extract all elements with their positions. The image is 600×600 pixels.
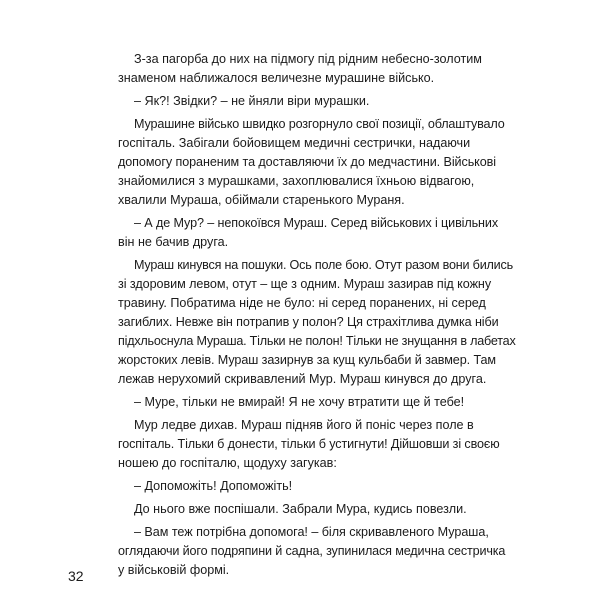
text-line: – А де Мур? – непокоївся Мураш. Серед військових і цивільних (134, 216, 499, 230)
text-line: Мур ледве дихав. Мураш підняв його й поніс через поле в (134, 418, 474, 432)
text-line: ношею до госпіталю, щодуху загукав: (118, 456, 337, 470)
text-line: госпіталь. Тільки б донести, тільки б устигнути! Дійшовши зі своєю (118, 437, 500, 451)
paragraph (118, 500, 500, 519)
text-line: госпіталь. Забігали бойовищем медичні сестрички, надаючи (118, 136, 471, 150)
text-line: жорстоких левів. Мураш зазирнув за кущ кульбаби й завмер. Там (118, 353, 496, 367)
paragraph (118, 50, 500, 88)
text-line: він не бачив друга. (118, 235, 229, 249)
text-line: Мурашине військо швидко розгорнуло свої позиції, облаштувало (134, 117, 505, 131)
text-line: хвалили Мураша, обіймали старенького Мураня. (118, 193, 405, 207)
paragraph (118, 523, 506, 580)
text-line: До нього вже поспішали. Забрали Мура, кудись повезли. (134, 502, 467, 516)
text-line: – Вам теж потрібна допомога! – біля скривавленого Мураша, (134, 525, 489, 539)
body-text (118, 50, 516, 584)
text-line: – Муре, тільки не вмирай! Я не хочу втратити ще й тебе! (134, 395, 465, 409)
text-line: допомогу пораненим та доставляючи їх до медчастини. Військові (118, 155, 496, 169)
paragraph (118, 416, 500, 473)
text-line: підхльоснула Мураша. Тільки не полон! Тільки не знущання в лабетах (118, 334, 516, 348)
paragraph (118, 393, 500, 412)
paragraph (118, 477, 500, 496)
text-line: лежав нерухомий скривавлений Мур. Мураш кинувся до друга. (118, 372, 487, 386)
page-number: 32 (68, 568, 84, 584)
text-line: – Допоможіть! Допоможіть! (134, 479, 293, 493)
paragraph (118, 256, 516, 389)
text-line: зі здоровим левом, отут – ще з одним. Мураш зазирав під кожну (118, 277, 492, 291)
text-line: оглядаючи його подряпини й садна, зупинилася медична сестричка (118, 544, 506, 558)
paragraph (118, 115, 505, 210)
paragraph (118, 92, 500, 111)
text-line: у військовій формі. (118, 563, 230, 577)
text-line: знаменом наближалося величезне мурашине військо. (118, 71, 435, 85)
text-line: загиблих. Невже він потрапив у полон? Ця страхітлива думка ніби (118, 315, 499, 329)
text-line: – Як?! Звідки? – не йняли віри мурашки. (134, 94, 370, 108)
text-line: З-за пагорба до них на підмогу під рідним небесно-золотим (134, 52, 482, 66)
paragraph (118, 214, 500, 252)
text-line: знайомилися з мурашками, захоплювалися їхньою відвагою, (118, 174, 475, 188)
text-line: травину. Побратима ніде не було: ні серед поранених, ні серед (118, 296, 486, 310)
text-line: Мураш кинувся на пошуки. Ось поле бою. Отут разом вони бились (134, 258, 513, 272)
